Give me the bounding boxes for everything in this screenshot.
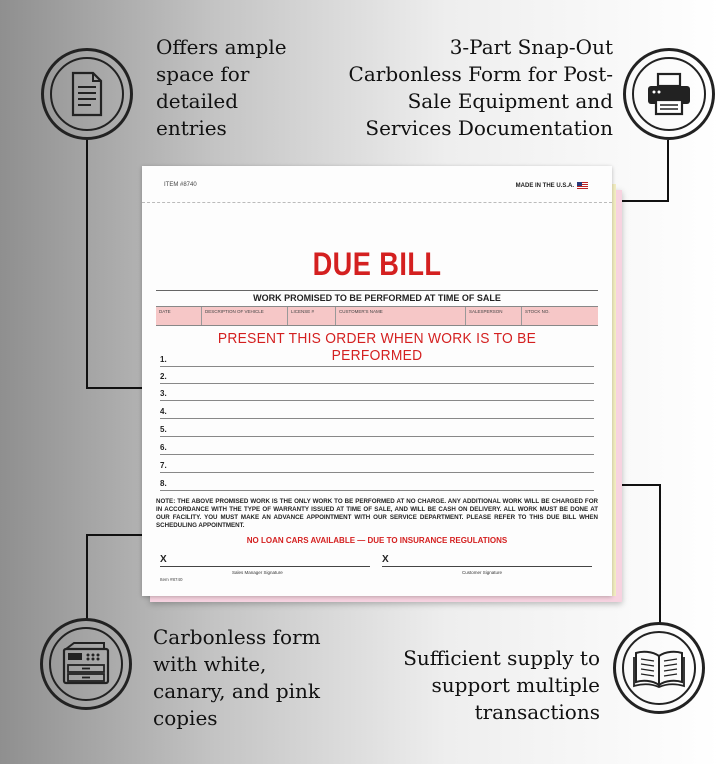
form-title: DUE BILL	[312, 246, 442, 282]
us-flag-icon	[577, 182, 588, 189]
callout-snap-out-form: 3-Part Snap-Out Carbonless Form for Post- Sale Equipment and Services Documentation	[348, 35, 613, 140]
printer-icon	[623, 48, 715, 140]
perforation-line	[142, 202, 612, 203]
connector-top-left-vertical	[86, 140, 88, 389]
connector-top-right-vertical	[667, 140, 669, 202]
customer-signature-label: Customer Signature	[462, 570, 503, 575]
field-vehicle: DESCRIPTION OF VEHICLE	[202, 307, 288, 325]
form-promised-heading: WORK PROMISED TO BE PERFORMED AT TIME OF SALE	[253, 293, 501, 303]
field-date: DATE	[156, 307, 202, 325]
form-line: 1.	[160, 350, 594, 367]
form-line: 4.	[160, 402, 594, 419]
form-made-in-usa	[516, 182, 588, 189]
form-line: 5.	[160, 420, 594, 437]
field-customer-name: CUSTOMER'S NAME	[336, 307, 466, 325]
form-line: 3.	[160, 384, 594, 401]
header-rule	[156, 290, 598, 291]
form-item-bottom: Item #8740	[160, 577, 183, 582]
form-note: NOTE: THE ABOVE PROMISED WORK IS THE ONLY WORK TO BE PERFORMED AT NO CHARGE. ANY ADDITIONAL WORK WILL BE CHARGED FOR IN ACCORDANCE WITH THE TYPE OF WARRANTY ISSUED AT TIME OF SALE, AND WILL BE CASH ON DELIVERY. ALL WORK MUST BE DONE AT OUR FACILITY. YOU MUST MAKE AN ADVANCE APPOINTMENT WITH OUR SERVICE DEPARTMENT. PLEASE REFER TO THIS DUE BILL WHEN SCHEDULING APPOINTMENT.	[156, 498, 598, 529]
form-item-number: ITEM #8740	[164, 182, 197, 188]
field-license: LICENSE #	[288, 307, 336, 325]
sales-signature-line: X	[160, 554, 370, 567]
form-line: 7.	[160, 456, 594, 473]
field-stock-no: STOCK NO.	[525, 309, 550, 314]
form-present-order: PRESENT THIS ORDER WHEN WORK IS TO BE PERFORMED	[217, 330, 537, 364]
made-in-label: MADE IN THE U.S.A.	[515, 182, 574, 189]
connector-bottom-left-vertical	[86, 534, 88, 620]
form-line: 2.	[160, 367, 594, 384]
sales-signature-label: Sales Manager Signature	[232, 570, 283, 575]
callout-carbonless-copies: Carbonless form with white, canary, and pink copies	[153, 625, 321, 730]
due-bill-form	[142, 166, 612, 596]
form-line: 8.	[160, 474, 594, 491]
field-salesperson: SALESPERSON	[466, 307, 522, 325]
copier-icon	[40, 618, 132, 710]
callout-sufficient-supply: Sufficient supply to support multiple transactions	[403, 646, 600, 724]
connector-bottom-right-vertical	[659, 484, 661, 624]
open-book-icon	[613, 622, 705, 714]
customer-signature-line: X	[382, 554, 592, 567]
form-no-loan-notice: NO LOAN CARS AVAILABLE — DUE TO INSURANCE REGULATIONS	[246, 536, 508, 545]
form-fields-row	[156, 306, 598, 326]
callout-ample-space: Offers ample space for detailed entries	[156, 35, 287, 140]
document-icon	[41, 48, 133, 140]
form-line: 6.	[160, 438, 594, 455]
